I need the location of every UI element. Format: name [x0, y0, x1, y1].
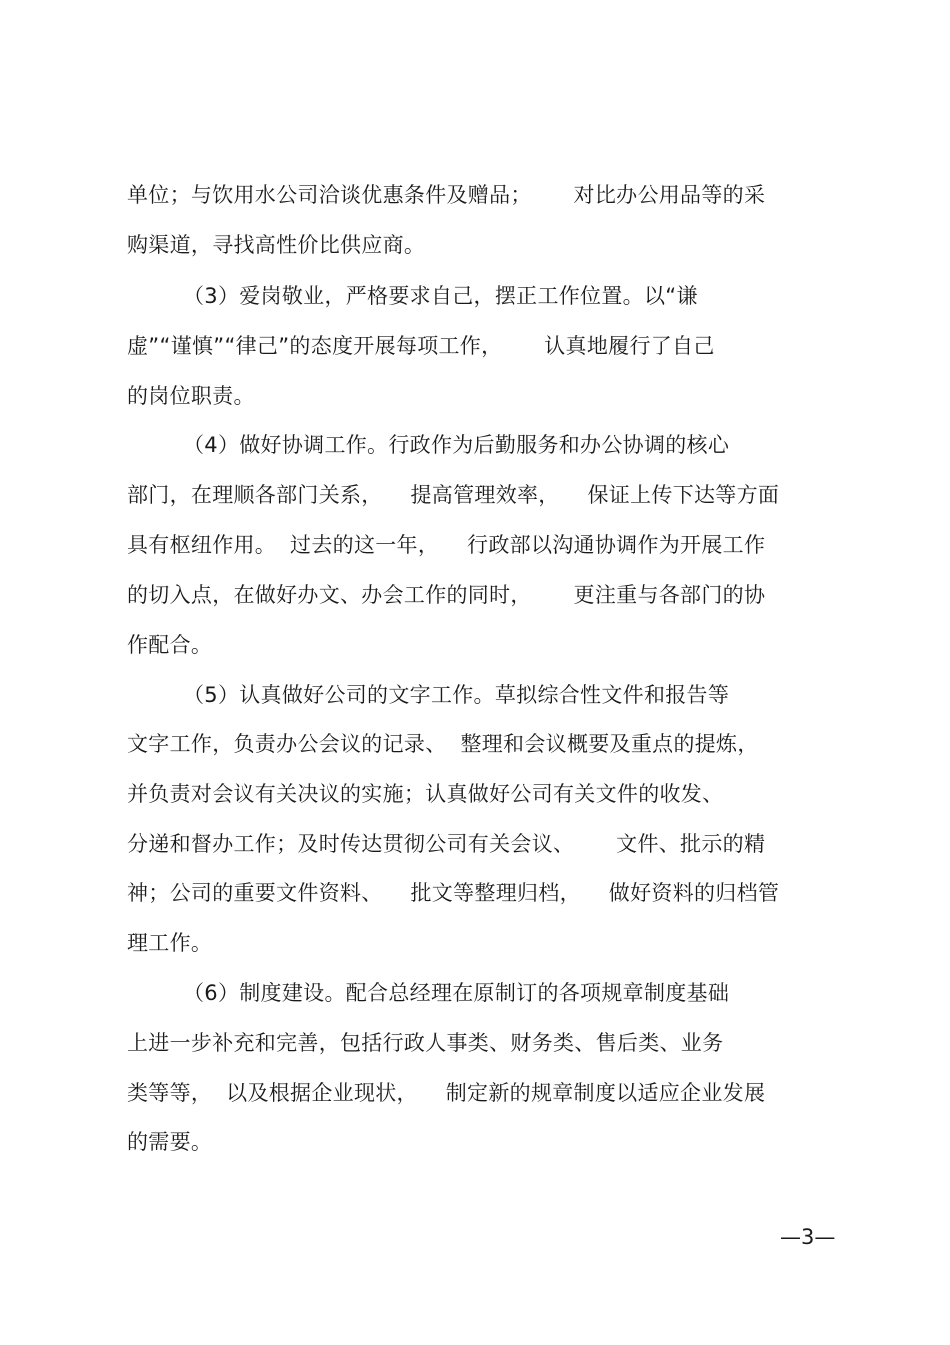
paragraph-5-first-line: （5）认真做好公司的文字工作。草拟综合性文件和报告等	[183, 683, 730, 707]
text-line: 神；公司的重要文件资料、 批文等整理归档， 做好资料的归档管	[127, 881, 780, 905]
text-line: 文字工作，负责办公会议的记录、 整理和会议概要及重点的提炼，	[127, 732, 759, 756]
text-line: 类等等， 以及根据企业现状， 制定新的规章制度以适应企业发展	[127, 1081, 766, 1105]
text-line: 上进一步补充和完善，包括行政人事类、财务类、售后类、业务	[127, 1031, 724, 1055]
text-line: 作配合。	[127, 633, 213, 657]
page-number: —3—	[780, 1225, 836, 1249]
text-line: 购渠道，寻找高性价比供应商。	[127, 233, 426, 257]
text-line: 单位；与饮用水公司洽谈优惠条件及赠品； 对比办公用品等的采	[127, 183, 766, 207]
paragraph-4-first-line: （4）做好协调工作。行政作为后勤服务和办公协调的核心	[183, 433, 730, 457]
text-line: 理工作。	[127, 931, 213, 955]
text-line: 的切入点，在做好办文、办会工作的同时， 更注重与各部门的协	[127, 583, 766, 607]
paragraph-3-first-line: （3）爱岗敬业，严格要求自己，摆正工作位置。以“谦	[183, 284, 698, 308]
text-line: 的岗位职责。	[127, 384, 255, 408]
paragraph-6-first-line: （6）制度建设。配合总经理在原制订的各项规章制度基础	[183, 981, 730, 1005]
text-line: 分递和督办工作；及时传达贯彻公司有关会议、 文件、批示的精	[127, 832, 766, 856]
text-line: 部门，在理顺各部门关系， 提高管理效率， 保证上传下达等方面	[127, 483, 780, 507]
text-line: 的需要。	[127, 1130, 213, 1154]
text-line: 虚”“谨慎”“律己”的态度开展每项工作， 认真地履行了自己	[127, 334, 715, 358]
text-line: 具有枢纽作用。 过去的这一年， 行政部以沟通协调作为开展工作	[127, 533, 766, 557]
text-line: 并负责对会议有关决议的实施；认真做好公司有关文件的收发、	[127, 782, 724, 806]
